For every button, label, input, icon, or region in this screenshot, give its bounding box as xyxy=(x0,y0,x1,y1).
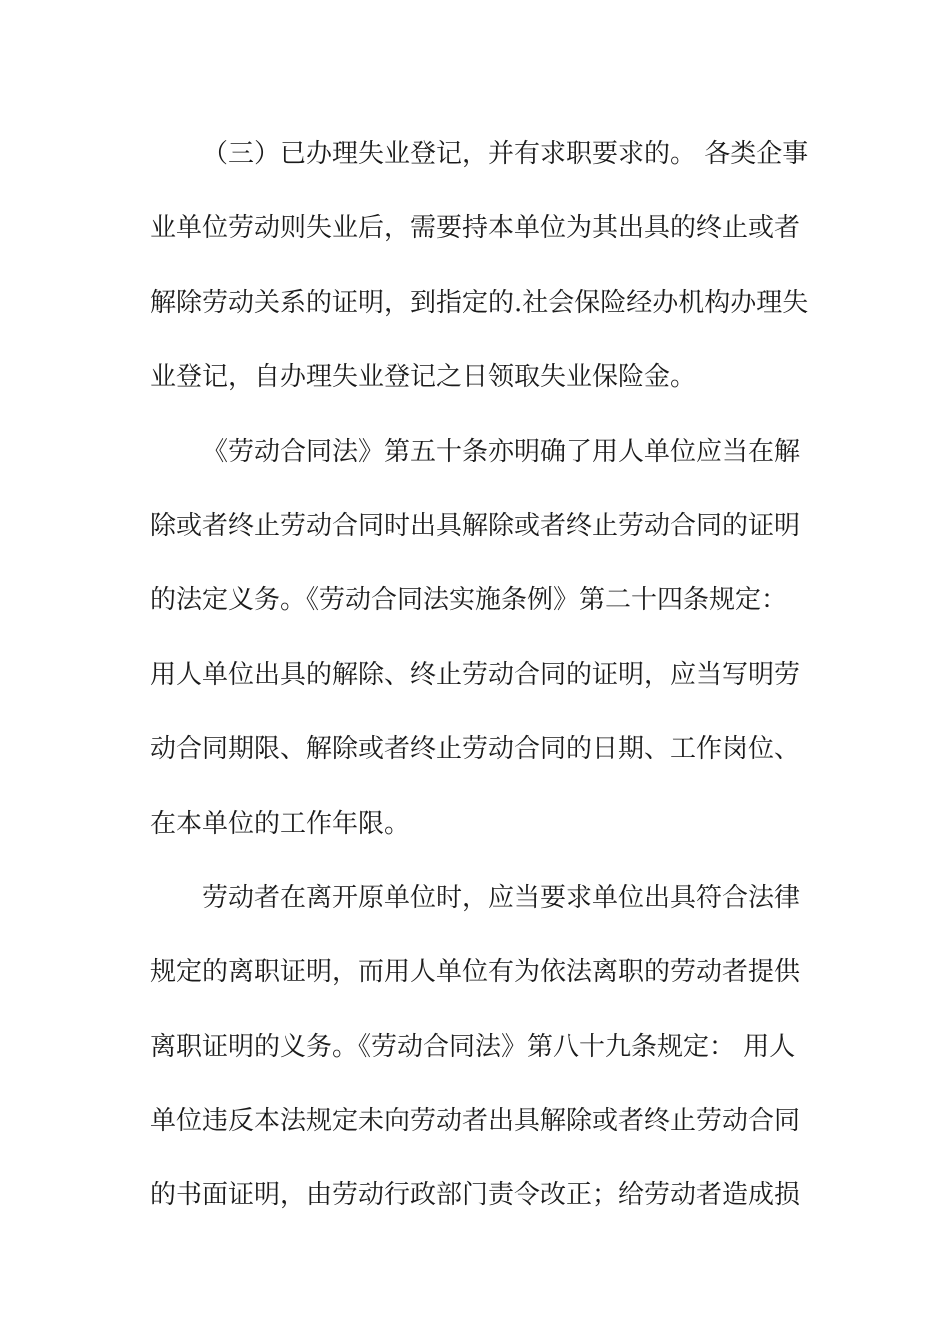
paragraph-1-line-3: 解除劳动关系的证明，到指定的.社会保险经办机构办理失 xyxy=(150,287,809,318)
paragraph-3-line-1: 劳动者在离开原单位时，应当要求单位出具符合法律 xyxy=(202,882,801,913)
paragraph-1-line-4: 业登记，自办理失业登记之日领取失业保险金。 xyxy=(150,362,697,393)
paragraph-2-line-6: 在本单位的工作年限。 xyxy=(150,808,411,839)
document-body xyxy=(150,128,810,1244)
paragraph-1-line-1: （三）已办理失业登记，并有求职要求的。 各类企事 xyxy=(202,139,809,169)
paragraph-2-line-2: 除或者终止劳动合同时出具解除或者终止劳动合同的证明 xyxy=(150,510,801,541)
paragraph-3-line-4: 单位违反本法规定未向劳动者出具解除或者终止劳动合同 xyxy=(150,1106,801,1137)
paragraph-3-line-2: 规定的离职证明，而用人单位有为依法离职的劳动者提供 xyxy=(150,957,801,988)
paragraph-2-line-4: 用人单位出具的解除、终止劳动合同的证明，应当写明劳 xyxy=(150,659,801,690)
paragraph-1-line-2: 业单位劳动则失业后，需要持本单位为其出具的终止或者 xyxy=(150,213,801,244)
paragraph-2-line-5: 动合同期限、解除或者终止劳动合同的日期、工作岗位、 xyxy=(150,734,801,765)
paragraph-3-line-5: 的书面证明，由劳动行政部门责令改正；给劳动者造成损 xyxy=(150,1180,801,1211)
paragraph-3-line-3: 离职证明的义务。《劳动合同法》第八十九条规定： 用人 xyxy=(150,1031,796,1062)
paragraph-2-line-1: 《劳动合同法》第五十条亦明确了用人单位应当在解 xyxy=(202,436,801,467)
paragraph-2-line-3: 的法定义务。《劳动合同法实施条例》第二十四条规定： xyxy=(150,585,788,616)
